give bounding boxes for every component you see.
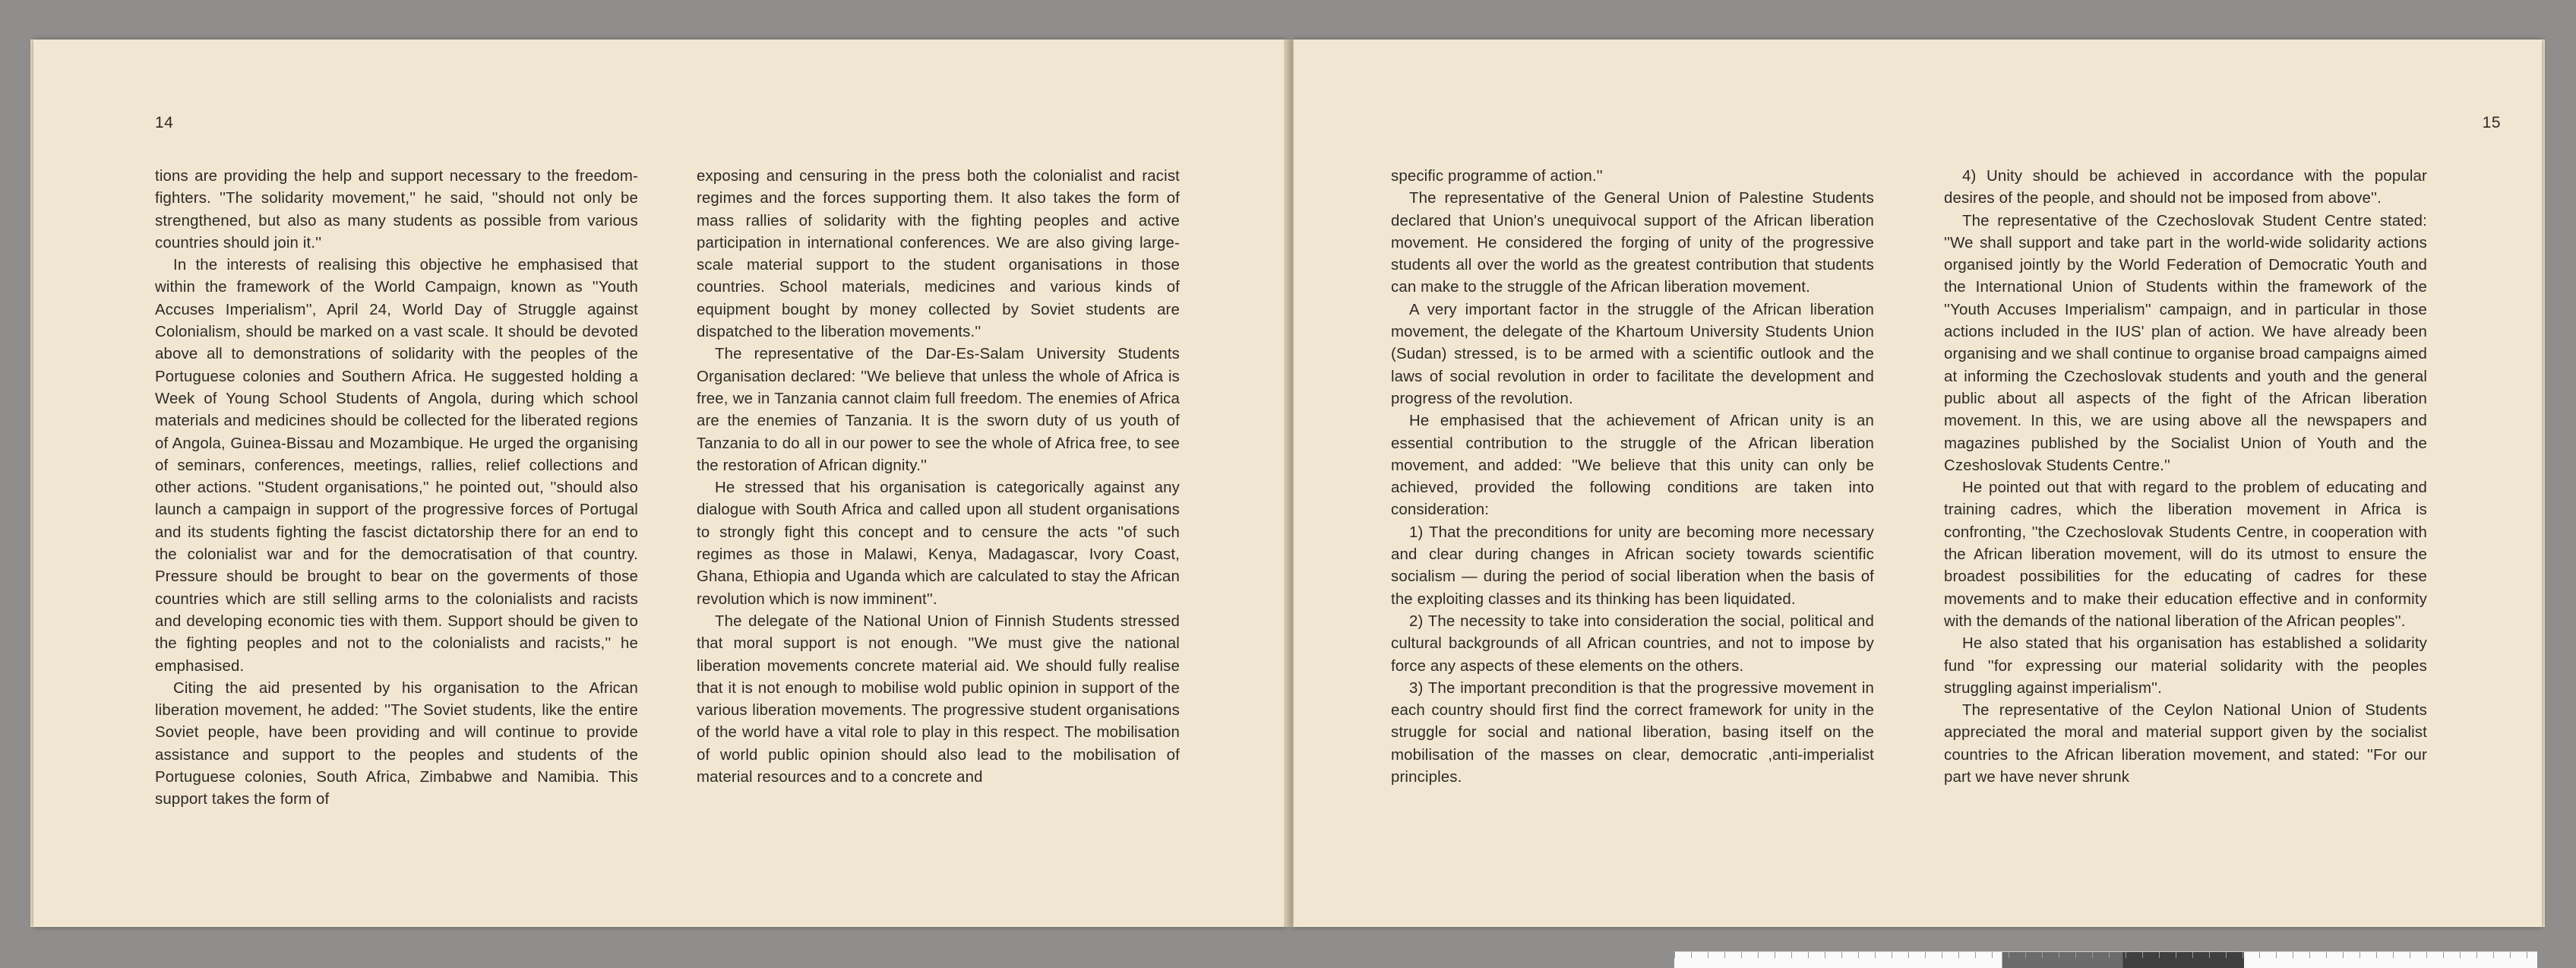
paragraph: Citing the aid presented by his organisation to the African liberation movement, he added: ''The Soviet students, like the entire Soviet people, have been providing and will continue to provide assistance and support to the peoples and students of the Portuguese colonies, South Africa, Zimbabwe and Namibia. This support takes the form of <box>155 679 638 808</box>
paragraph: The representative of the General Union of Palestine Students declared that Union's unequivocal support of the African liberation movement. He considered the forging of unity of the progressive students all over the world as the greatest contribution that students can make to the struggle of the African liberation movement. <box>1391 190 1874 296</box>
ruler-ticks <box>1674 952 2537 958</box>
paragraph: He emphasised that the achievement of African unity is an essential contribution to the struggle of the African liberation movement, and added: ''We believe that this unity can only be achieved, provided the following conditions are taken into consideration: <box>1391 413 1874 519</box>
page-number-right: 15 <box>2482 114 2501 131</box>
paragraph: He pointed out that with regard to the problem of educating and training cadres, which the liberation movement in Africa is confronting, ''the Czechoslovak Students Centre, in cooperation with the African liberation movement, will do its utmost to ensure the broadest possibilities for the educating of cadres for these movements and to make their education effective and in conformity with the demands of the national liberation of the African peoples''. <box>1944 479 2427 630</box>
left-page-column-2 <box>697 166 1180 789</box>
paragraph: The representative of the Dar-Es-Salam University Students Organisation declared: ''We believe that unless the whole of Africa is free, we in Tanzania cannot claim full freedom. The enemies of Africa are the enemies of Tanzania. It is the sworn duty of us youth of Tanzania to do all in our power to see the whole of Africa free, to see the restoration of African dignity.'' <box>697 346 1180 474</box>
scale-ruler <box>1674 951 2537 968</box>
left-page <box>33 40 1287 927</box>
paragraph: The delegate of the National Union of Finnish Students stressed that moral support is not enough. ''We must give the national liberation movements concrete material aid. We should fully realise that it is not enough to mobilise wold public opinion in support of the various liberation movements. The progressive student organisations of the world have a vital role to play in this respect. The mobilisation of world public opinion should also lead to the mobilisation of material resources and to a concrete and <box>697 612 1180 786</box>
right-page <box>1293 40 2542 927</box>
right-page-column-2 <box>1944 166 2427 789</box>
paragraph: A very important factor in the struggle of the African liberation movement, the delegate of the Khartoum University Students Union (Sudan) stressed, is to be armed with a scientific outlook and the laws of social revolution in order to facilitate the development and progress of the revolution. <box>1391 301 1874 407</box>
right-page-column-1 <box>1391 166 1874 789</box>
paragraph: 3) The important precondition is that the progressive movement in each country should first find the correct framework for unity in the struggle for social and national liberation, basing itself on the mobilisation of the masses on clear, democratic ,anti-imperialist principles. <box>1391 679 1874 786</box>
paragraph: In the interests of realising this objective he emphasised that within the framework of the World Campaign, known as ''Youth Accuses Imperialism'', April 24, World Day of Struggle against Colonialism, should be marked on a vast scale. It should be devoted above all to demonstrations of solidarity with the peoples of the Portuguese colonies and Southern Africa. He suggested holding a Week of Young School Students of Angola, during which school materials and medicines should be collected for the liberated regions of Angola, Guinea-Bissau and Mozambique. He urged the organising of seminars, conferences, meetings, rallies, relief collections and other actions. ''Student organisations,'' he pointed out, ''should also launch a campaign in support of the progressive forces of Portugal and its students fighting the fascist dictatorship there for an end to the colonialist war and for the democratisation of that country. Pressure should be brought to bear on the goverments of those countries which are still selling arms to the colonialists and racists and developing economic ties with them. Support should be given to the fighting peoples and not to the colonialists and racists,'' he emphasised. <box>155 257 638 675</box>
paragraph: 2) The necessity to take into consideration the social, political and cultural backgrounds of all African countries, and not to impose by force any aspects of these elements on the others. <box>1391 612 1874 675</box>
paragraph: He also stated that his organisation has established a solidarity fund ''for expressing our material solidarity with the peoples struggling against imperialism''. <box>1944 635 2427 697</box>
paragraph: The representative of the Ceylon National Union of Students appreciated the moral and material support given by the socialist countries to the African liberation movement, and stated: ''For our part we have never shrunk <box>1944 702 2427 786</box>
left-page-column-1 <box>155 166 638 811</box>
paragraph: He stressed that his organisation is categorically against any dialogue with South Africa and called upon all student organisations to strongly fight this concept and to censure the acts ''of such regimes as those in Malawi, Kenya, Madagascar, Ivory Coast, Ghana, Ethiopia and Uganda which are calculated to stay the African revolution which is now imminent''. <box>697 479 1180 608</box>
paragraph: tions are providing the help and support necessary to the freedom-fighters. ''The solidarity movement,'' he said, ''should not only be strengthened, but also as many students as possible from various countries should join it.'' <box>155 168 638 251</box>
paragraph: The representative of the Czechoslovak Student Centre stated: ''We shall support and take part in the world-wide solidarity actions organised jointly by the World Federation of Democratic Youth and the International Union of Students within the framework of the ''Youth Accuses Imperialism'' campaign, and in particular in those actions included in the IUS' plan of action. We have already been organising and we shall continue to organise broad campaigns aimed at informing the Czechoslovak students and youth and the general public about all aspects of the fight of the African liberation movement. In this, we are using above all the newspapers and magazines published by the Socialist Union of Youth and the Czeshoslovak Students Centre.'' <box>1944 212 2427 474</box>
paragraph: 1) That the preconditions for unity are becoming more necessary and clear during changes in African society towards scientific socialism — during the period of social liberation when the basis of the exploiting classes and its thinking has been liquidated. <box>1391 524 1874 608</box>
page-number-left: 14 <box>155 114 174 131</box>
paragraph: specific programme of action.'' <box>1391 168 1603 185</box>
paragraph: exposing and censuring in the press both the colonialist and racist regimes and the forces supporting them. It also takes the form of mass rallies of solidarity with the fighting peoples and active participation in international conferences. We are also giving large-scale material support to the student organisations in those countries. School materials, medicines and various kinds of equipment bought by money collected by Soviet students are dispatched to the liberation movements.'' <box>697 168 1180 341</box>
paragraph: 4) Unity should be achieved in accordance with the popular desires of the people, and should not be imposed from above''. <box>1944 168 2427 207</box>
